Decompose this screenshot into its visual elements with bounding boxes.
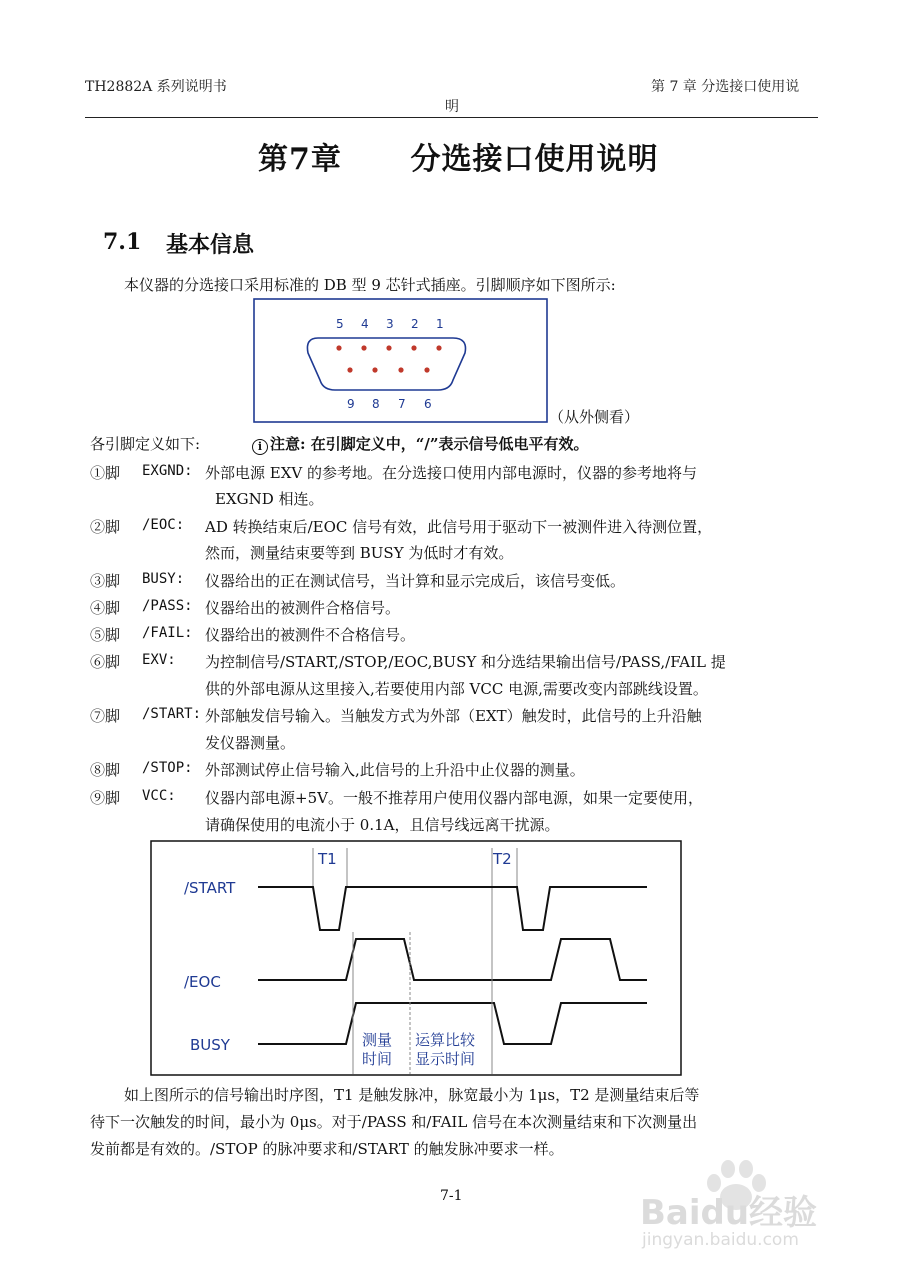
eoc-waveform: [258, 939, 647, 980]
pin-desc-line2: 发仪器测量。: [205, 734, 296, 752]
pin-desc-line2: EXGND 相连。: [215, 490, 324, 508]
pin-dot-5: [336, 345, 341, 350]
t2-label: T2: [493, 850, 512, 868]
pin-signal: /STOP:: [142, 760, 193, 776]
connector-caption: （从外侧看）: [549, 408, 640, 426]
connector-shell: [307, 338, 465, 390]
pin-signal: BUSY:: [142, 571, 185, 587]
pin-dot-6: [424, 367, 429, 372]
pin-row-4: [90, 597, 810, 619]
start-waveform: [258, 887, 647, 930]
pin-label-6: 6: [424, 397, 432, 411]
pin-label-9: 9: [347, 397, 355, 411]
pin-row-9: [90, 787, 810, 834]
header-right-wrap: 明: [445, 99, 459, 115]
pin-dot-4: [361, 345, 366, 350]
eoc-signal-label: /EOC: [184, 973, 221, 991]
pin-signal: /FAIL:: [142, 625, 193, 641]
pin-label-1: 1: [436, 317, 444, 331]
pin-label-5: 5: [336, 317, 344, 331]
section-number: 7.1: [103, 229, 142, 255]
info-icon: i: [252, 439, 268, 455]
compute-label-line1: 运算比较: [415, 1031, 476, 1049]
pin-desc-line1: 外部测试停止信号输入,此信号的上升沿中止仪器的测量。: [205, 761, 585, 779]
pin-desc-line1: 外部电源 EXV 的参考地。在分选接口使用内部电源时，仪器的参考地将与: [205, 464, 698, 482]
pin-row-2: [90, 516, 810, 560]
watermark-brand: Baidu经验: [640, 1193, 818, 1233]
pin-dot-2: [411, 345, 416, 350]
timing-diagram: [150, 840, 682, 1076]
pin-number: ①脚: [90, 464, 121, 482]
pin-row-1: [90, 462, 810, 506]
pin-label-2: 2: [411, 317, 419, 331]
pin-signal: /EOC:: [142, 517, 185, 533]
paragraph-line-1: 如上图所示的信号输出时序图，T1 是触发脉冲，脉宽最小为 1μs，T2 是测量结束后等: [124, 1086, 700, 1104]
start-signal-label: /START: [184, 879, 236, 897]
pin-signal: VCC:: [142, 788, 176, 804]
pin-number: ⑦脚: [90, 707, 121, 725]
compute-label-line2: 显示时间: [415, 1050, 476, 1068]
pin-dot-1: [436, 345, 441, 350]
pin-label-3: 3: [386, 317, 394, 331]
pin-desc-line1: 仪器内部电源+5V。一般不推荐用户使用仪器内部电源，如果一定要使用，: [205, 789, 703, 807]
pin-dot-3: [386, 345, 391, 350]
pin-number: ⑥脚: [90, 653, 121, 671]
db9-connector-diagram: [253, 298, 548, 423]
pin-desc-line2: 然而，测量结束要等到 BUSY 为低时才有效。: [205, 544, 514, 562]
note: [252, 434, 589, 455]
pin-row-6: [90, 651, 810, 698]
pin-desc-line1: AD 转换结束后/EOC 信号有效，此信号用于驱动下一被测件进入待测位置，: [205, 518, 713, 536]
baidu-watermark: [640, 1165, 820, 1255]
pin-row-5: [90, 624, 810, 646]
pin-label-8: 8: [372, 397, 380, 411]
pin-desc-line1: 仪器给出的被测件不合格信号。: [205, 626, 416, 644]
measure-label-line1: 测量: [362, 1031, 393, 1049]
pin-desc-line2: 请确保使用的电流小于 0.1A，且信号线远离干扰源。: [205, 816, 560, 834]
pin-row-8: [90, 759, 810, 781]
watermark-url: jingyan.baidu.com: [642, 1230, 799, 1250]
header-left: TH2882A 系列说明书: [85, 79, 227, 95]
paragraph-line-3: 发前都是有效的。/STOP 的脉冲要求和/START 的触发脉冲要求一样。: [90, 1140, 564, 1158]
pin-number: ③脚: [90, 572, 121, 590]
pin-desc-line1: 仪器给出的被测件合格信号。: [205, 599, 401, 617]
pin-number: ④脚: [90, 599, 121, 617]
pin-row-7: [90, 705, 810, 752]
pin-row-3: [90, 570, 810, 592]
header-rule: [85, 117, 818, 118]
pin-signal: EXGND:: [142, 463, 193, 479]
page-number: 7-1: [440, 1188, 463, 1204]
pin-signal: /PASS:: [142, 598, 193, 614]
pin-label-7: 7: [398, 397, 406, 411]
note-text: 注意: 在引脚定义中，“/”表示信号低电平有效。: [270, 435, 589, 453]
pin-number: ⑤脚: [90, 626, 121, 644]
pin-signal: EXV:: [142, 652, 176, 668]
pin-desc-line1: 为控制信号/START,/STOP,/EOC,BUSY 和分选结果输出信号/PASS,/FAIL 提: [205, 653, 726, 671]
pin-signal: /START:: [142, 706, 202, 722]
t1-label: T1: [318, 850, 337, 868]
pin-def-label: 各引脚定义如下:: [90, 435, 201, 453]
pin-number: ②脚: [90, 518, 121, 536]
section-title: 基本信息: [166, 232, 255, 258]
paragraph-line-2: 待下一次触发的时间，最小为 0μs。对于/PASS 和/FAIL 信号在本次测量结束和下次测量出: [90, 1113, 698, 1131]
chapter-title: 第7章 分选接口使用说明: [258, 142, 659, 177]
pin-number: ⑨脚: [90, 789, 121, 807]
pin-dot-9: [347, 367, 352, 372]
pin-desc-line2: 供的外部电源从这里接入,若要使用内部 VCC 电源,需要改变内部跳线设置。: [205, 680, 708, 698]
pin-label-4: 4: [361, 317, 369, 331]
busy-signal-label: BUSY: [190, 1036, 230, 1054]
pin-desc-line1: 外部触发信号输入。当触发方式为外部（EXT）触发时，此信号的上升沿触: [205, 707, 702, 725]
header-right: 第 7 章 分选接口使用说: [651, 79, 800, 95]
measure-label-line2: 时间: [362, 1050, 393, 1068]
intro-text: 本仪器的分选接口采用标准的 DB 型 9 芯针式插座。引脚顺序如下图所示:: [124, 276, 616, 294]
pin-dot-8: [372, 367, 377, 372]
pin-number: ⑧脚: [90, 761, 121, 779]
pin-desc-line1: 仪器给出的正在测试信号，当计算和显示完成后，该信号变低。: [205, 572, 626, 590]
pin-dot-7: [398, 367, 403, 372]
